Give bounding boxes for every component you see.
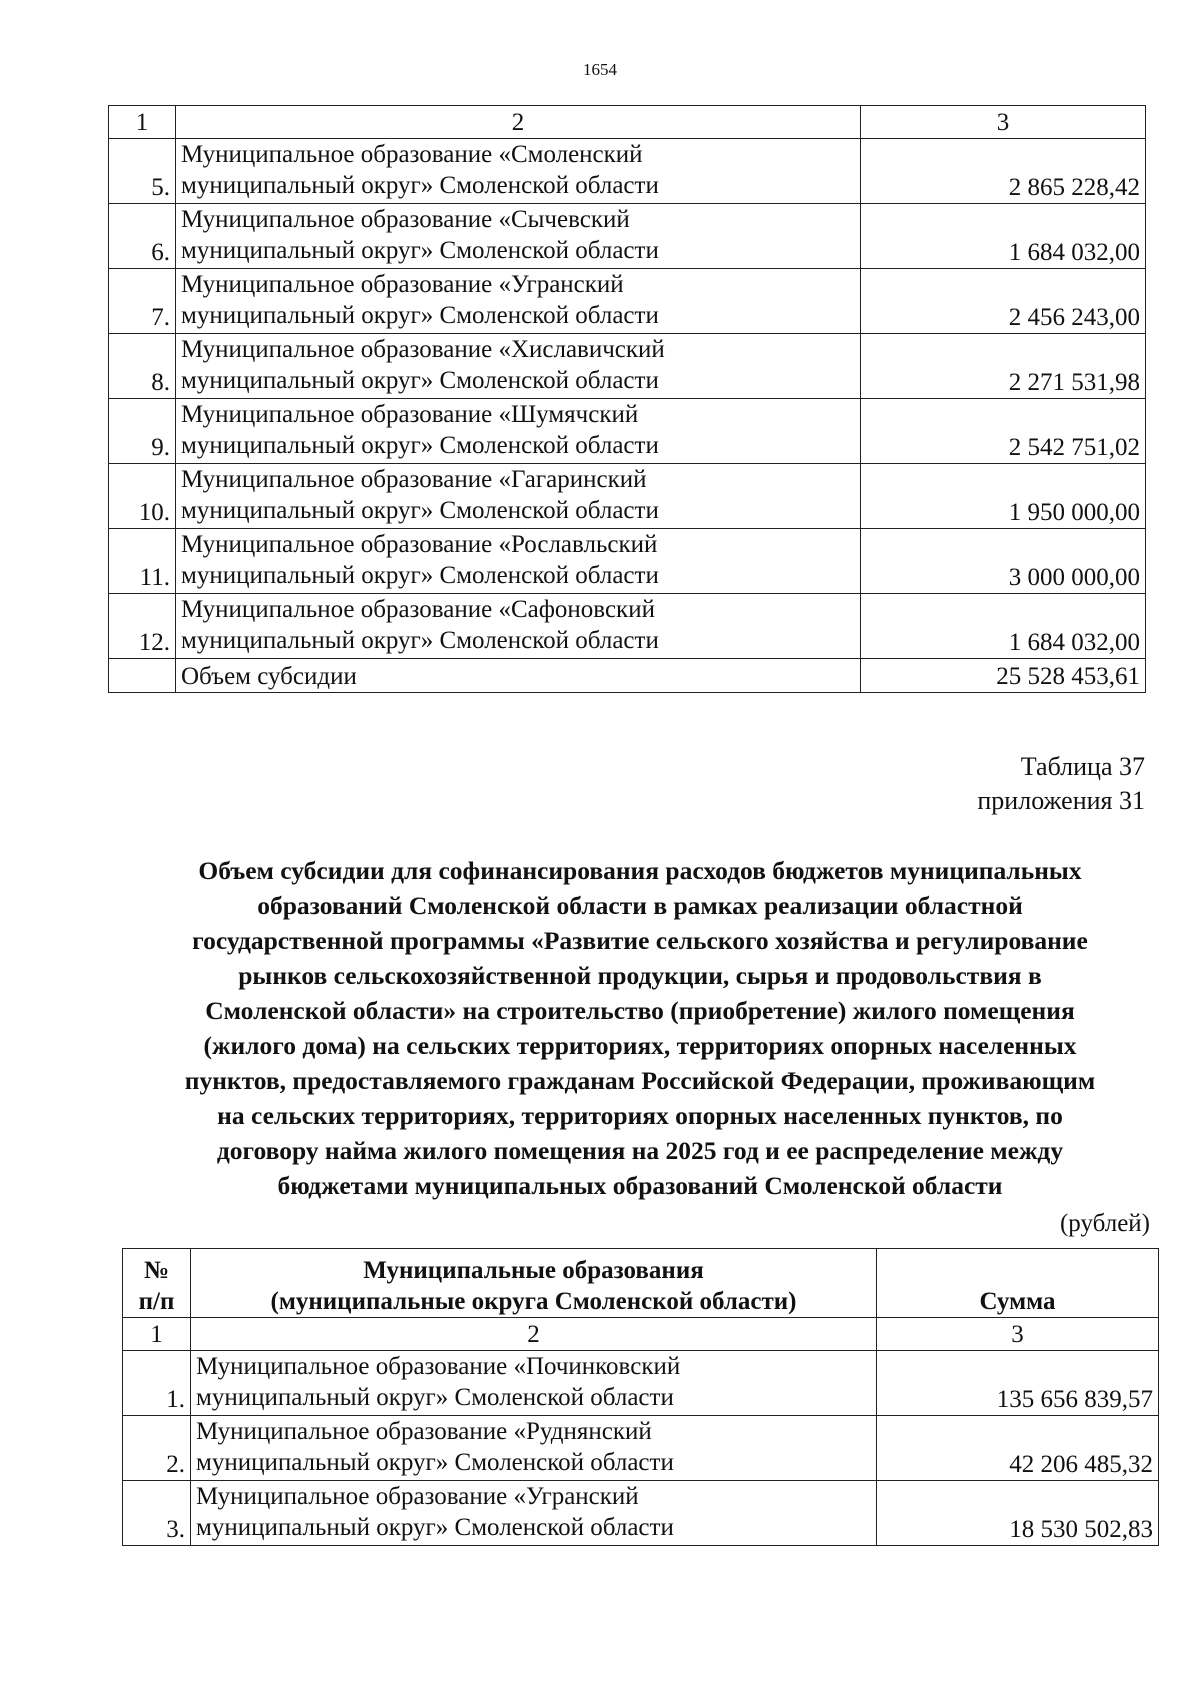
title-line: Объем субсидии для софинансирования расходов бюджетов муниципальных	[198, 856, 1082, 885]
column-number: 1	[123, 1318, 191, 1351]
subsidy-amount: 2 456 243,00	[861, 269, 1146, 334]
municipality-name-line2: муниципальный округ» Смоленской области	[196, 1514, 674, 1541]
municipality-name	[176, 269, 861, 334]
municipality-name-line1: Муниципальное образование «Гагаринский	[181, 466, 647, 493]
subsidy-amount: 1 950 000,00	[861, 464, 1146, 529]
table-header-row	[123, 1249, 1159, 1318]
municipality-name-line1: Муниципальное образование «Хиславичский	[181, 336, 665, 363]
subsidy-amount: 1 684 032,00	[861, 594, 1146, 659]
row-number: 11.	[109, 529, 176, 594]
row-number: 1.	[123, 1351, 191, 1416]
title-line: государственной программы «Развитие сельского хозяйства и регулирование	[192, 926, 1088, 955]
title-line: на сельских территориях, территориях опорных населенных пунктов, по	[217, 1101, 1063, 1130]
municipality-name-line2: муниципальный округ» Смоленской области	[181, 562, 659, 589]
total-label: Объем субсидии	[176, 659, 861, 693]
municipality-name-line1: Муниципальное образование «Угранский	[196, 1483, 639, 1510]
page-number: 1654	[583, 60, 617, 79]
table-row	[109, 399, 1146, 464]
header-num-line1: №	[143, 1257, 170, 1284]
title-line: бюджетами муниципальных образований Смоленской области	[277, 1171, 1003, 1200]
municipality-name-line1: Муниципальное образование «Смоленский	[181, 141, 643, 168]
municipality-name-line1: Муниципальное образование «Руднянский	[196, 1418, 652, 1445]
subsidy-amount: 1 684 032,00	[861, 204, 1146, 269]
subsidy-amount: 135 656 839,57	[877, 1351, 1159, 1416]
title-line: договору найма жилого помещения на 2025 год и ее распределение между	[216, 1136, 1064, 1165]
municipality-name-line1: Муниципальное образование «Угранский	[181, 271, 624, 298]
title-line: рынков сельскохозяйственной продукции, сырья и продовольствия в	[238, 961, 1042, 990]
subsidy-table-37	[122, 1248, 1159, 1546]
subsidy-amount: 2 542 751,02	[861, 399, 1146, 464]
table-row	[123, 1351, 1159, 1416]
municipality-name-line1: Муниципальное образование «Починковский	[196, 1353, 681, 1380]
header-num-line2: п/п	[138, 1288, 175, 1315]
municipality-name-line1: Муниципальное образование «Сафоновский	[181, 596, 655, 623]
subsidy-amount: 2 865 228,42	[861, 139, 1146, 204]
municipality-name	[176, 529, 861, 594]
subsidy-amount: 42 206 485,32	[877, 1416, 1159, 1481]
municipality-name-line2: муниципальный округ» Смоленской области	[181, 367, 659, 394]
title-line: пунктов, предоставляемого гражданам Российской Федерации, проживающим	[184, 1066, 1096, 1095]
municipality-name-line2: муниципальный округ» Смоленской области	[181, 237, 659, 264]
row-number: 2.	[123, 1416, 191, 1481]
table-row	[109, 594, 1146, 659]
table-row	[109, 334, 1146, 399]
table-row	[109, 269, 1146, 334]
municipality-name	[176, 139, 861, 204]
subsidy-amount: 3 000 000,00	[861, 529, 1146, 594]
subsidy-amount: 18 530 502,83	[877, 1481, 1159, 1546]
municipality-name-line2: муниципальный округ» Смоленской области	[181, 497, 659, 524]
title-line: образований Смоленской области в рамках реализации областной	[257, 891, 1023, 920]
row-number: 9.	[109, 399, 176, 464]
municipality-name-line1: Муниципальное образование «Шумячский	[181, 401, 639, 428]
row-number: 10.	[109, 464, 176, 529]
municipality-name	[176, 399, 861, 464]
header-name	[191, 1249, 877, 1318]
total-num-empty	[109, 659, 176, 693]
table-row	[109, 464, 1146, 529]
row-number: 12.	[109, 594, 176, 659]
total-row	[109, 659, 1146, 693]
column-number: 2	[176, 106, 861, 139]
total-amount: 25 528 453,61	[861, 659, 1146, 693]
municipality-name-line2: муниципальный округ» Смоленской области	[181, 172, 659, 199]
title-line: Смоленской области» на строительство (приобретение) жилого помещения	[205, 996, 1075, 1025]
municipality-name	[176, 594, 861, 659]
column-number: 1	[109, 106, 176, 139]
subsidy-table-continued	[108, 105, 1146, 693]
municipality-name-line1: Муниципальное образование «Рославльский	[181, 531, 658, 558]
table-row	[123, 1416, 1159, 1481]
column-number: 2	[191, 1318, 877, 1351]
municipality-name	[191, 1481, 877, 1546]
municipality-name-line1: Муниципальное образование «Сычевский	[181, 206, 630, 233]
units-label: (рублей)	[1059, 1210, 1150, 1237]
table-row	[109, 139, 1146, 204]
municipality-name	[191, 1416, 877, 1481]
row-number: 7.	[109, 269, 176, 334]
row-number: 3.	[123, 1481, 191, 1546]
column-number: 3	[877, 1318, 1159, 1351]
municipality-name-line2: муниципальный округ» Смоленской области	[196, 1384, 674, 1411]
row-number: 8.	[109, 334, 176, 399]
header-num	[123, 1249, 191, 1318]
table-row	[109, 204, 1146, 269]
header-sum: Сумма	[877, 1249, 1159, 1318]
row-number: 6.	[109, 204, 176, 269]
table-caption-number: Таблица 37	[1020, 752, 1145, 781]
column-number-row	[123, 1318, 1159, 1351]
table-title	[120, 853, 1160, 1203]
title-line: (жилого дома) на сельских территориях, территориях опорных населенных	[203, 1031, 1077, 1060]
header-name-line2: (муниципальные округа Смоленской области)	[270, 1288, 797, 1315]
municipality-name-line2: муниципальный округ» Смоленской области	[181, 432, 659, 459]
subsidy-amount: 2 271 531,98	[861, 334, 1146, 399]
municipality-name	[176, 334, 861, 399]
municipality-name-line2: муниципальный округ» Смоленской области	[181, 302, 659, 329]
municipality-name	[176, 204, 861, 269]
table-caption-appendix: приложения 31	[977, 786, 1145, 815]
table-row	[123, 1481, 1159, 1546]
municipality-name	[191, 1351, 877, 1416]
municipality-name-line2: муниципальный округ» Смоленской области	[196, 1449, 674, 1476]
table-row	[109, 529, 1146, 594]
column-number-row	[109, 106, 1146, 139]
municipality-name	[176, 464, 861, 529]
header-name-line1: Муниципальные образования	[363, 1257, 704, 1284]
row-number: 5.	[109, 139, 176, 204]
column-number: 3	[861, 106, 1146, 139]
municipality-name-line2: муниципальный округ» Смоленской области	[181, 627, 659, 654]
